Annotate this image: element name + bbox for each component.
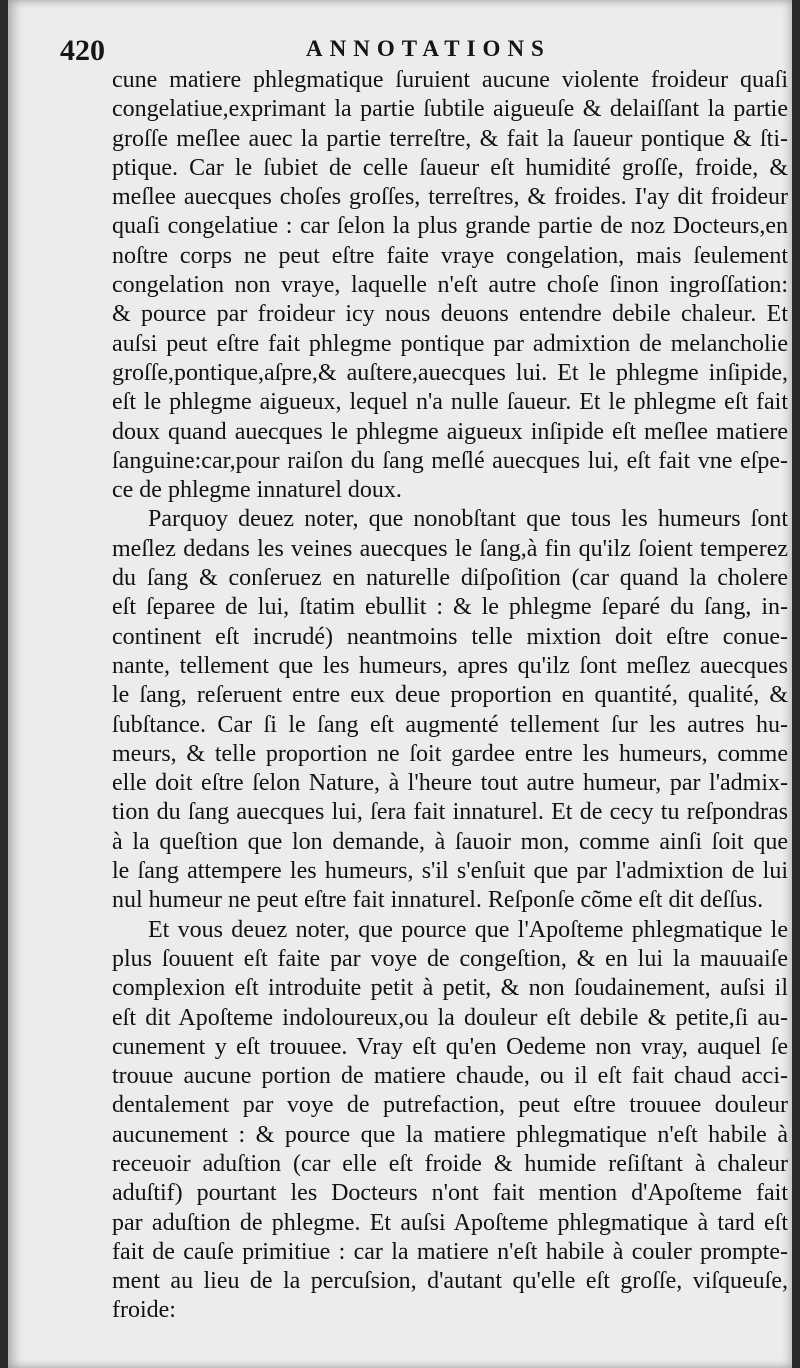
text-line: Et vous deuez noter, que pource que l'Apoſteme phlegmatique le <box>148 916 788 943</box>
text-line: meſlez dedans les veines auecques le ſang,à fin qu'ilz ſoient temperez <box>112 535 788 562</box>
text-line: eſt dit Apoſteme indoloureux,ou la douleur eſt debile & petite,ſi au- <box>112 1004 788 1031</box>
text-line: continent eſt incrudé) neantmoins telle mixtion doit eſtre conue- <box>112 623 788 650</box>
text-line: aucunement : & pource que la matiere phlegmatique n'eſt habile à <box>112 1121 788 1148</box>
body-text <box>112 66 788 1326</box>
text-line: par aduſtion de phlegme. Et auſsi Apoſteme phlegmatique à tard eſt <box>112 1209 788 1236</box>
text-line: dentalement par voye de putrefaction, peut eſtre trouuee douleur <box>112 1092 788 1119</box>
text-line: complexion eſt introduite petit à petit, & non ſoudainement, auſsi il <box>112 975 788 1002</box>
running-head: ANNOTATIONS <box>306 36 551 61</box>
text-line: & pource par froideur icy nous deuons entendre debile chaleur. Et <box>112 301 788 328</box>
text-line: à la queſtion que lon demande, à ſauoir mon, comme ainſi ſoit que <box>112 828 788 855</box>
text-line: froide: <box>112 1297 176 1324</box>
text-line: elle doit eſtre ſelon Nature, à l'heure tout autre humeur, par l'admix- <box>112 770 788 797</box>
book-page <box>8 0 792 1368</box>
text-line: plus ſouuent eſt faite par voye de congeſtion, & en lui la mauuaiſe <box>112 945 788 972</box>
text-line: quaſi congelatiue : car ſelon la plus grande partie de noz Docteurs,en <box>112 213 788 240</box>
text-line: meſlee auecques choſes groſſes, terreſtres, & froides. I'ay dit froideur <box>112 184 788 211</box>
text-line: le ſang, reſeruent entre eux deue proportion en quantité, qualité, & <box>112 682 788 709</box>
text-line: aduſtif) pourtant les Docteurs n'ont fait mention d'Apoſteme fait <box>112 1180 788 1207</box>
text-line: doux quand auecques le phlegme aigueux inſipide eſt meſlee matiere <box>112 418 788 445</box>
text-line: cune matiere phlegmatique ſuruient aucune violente froideur quaſi <box>112 67 788 93</box>
text-line: congelatiue,exprimant la partie ſubtile aigueuſe & delaiſſant la partie <box>112 96 788 123</box>
text-line: noſtre corps ne peut eſtre faite vraye congelation, mais ſeulement <box>112 242 788 269</box>
text-line: trouue aucune portion de matiere chaude, ou il eſt fait chaud acci- <box>112 1063 788 1090</box>
text-line: le ſang attempere les humeurs, s'il s'enſuit que par l'admixtion de lui <box>112 858 788 885</box>
text-line: nul humeur ne peut eſtre fait innaturel. Reſponſe cõme eſt dit deſſus. <box>112 887 764 914</box>
text-line: auſsi peut eſtre fait phlegme pontique par admixtion de melancholie <box>112 330 788 357</box>
text-line: receuoir aduſtion (car elle eſt froide & humide reſiſtant à chaleur <box>112 1150 788 1177</box>
text-line: Parquoy deuez noter, que nonobſtant que tous les humeurs ſont <box>148 506 788 533</box>
text-line: ſanguine:car,pour raiſon du ſang meſlé auecques lui, eſt fait vne eſpe- <box>112 447 788 474</box>
text-line: tion du ſang auecques lui, ſera fait innaturel. Et de cecy tu reſpondras <box>112 799 788 826</box>
text-line: du ſang & conſeruez en naturelle diſpoſition (car quand la cholere <box>112 565 788 592</box>
text-line: cunement y eſt trouuee. Vray eſt qu'en Oedeme non vray, auquel ſe <box>112 1033 788 1060</box>
text-line: meurs, & telle proportion ne ſoit gardee entre les humeurs, comme <box>112 740 788 767</box>
text-line: nante, tellement que les humeurs, apres qu'ilz ſont meſlez auecques <box>112 652 788 679</box>
text-line: groſſe meſlee auec la partie terreſtre, & fait la ſaueur pontique & ſti- <box>112 125 788 152</box>
text-line: eſt le phlegme aigueux, lequel n'a nulle ſaueur. Et le phlegme eſt fait <box>112 389 788 416</box>
text-line: ptique. Car le ſubiet de celle ſaueur eſt humidité groſſe, froide, & <box>112 154 788 181</box>
text-line: groſſe,pontique,aſpre,& auſtere,auecques lui. Et le phlegme inſipide, <box>112 359 788 386</box>
text-line: congelation non vraye, laquelle n'eſt autre choſe ſinon ingroſſation: <box>112 272 788 299</box>
text-line: eſt ſeparee de lui, ſtatim ebullit : & le phlegme ſeparé du ſang, in- <box>112 594 788 621</box>
text-line: fait de cauſe primitiue : car la matiere n'eſt habile à couler prompte- <box>112 1238 788 1265</box>
text-line: ment au lieu de la percuſsion, d'autant qu'elle eſt groſſe, viſqueuſe, <box>112 1268 788 1295</box>
page-number: 420 <box>60 34 105 67</box>
text-line: ſubſtance. Car ſi le ſang eſt augmenté tellement ſur les autres hu- <box>112 711 788 738</box>
text-line: ce de phlegme innaturel doux. <box>112 477 402 504</box>
